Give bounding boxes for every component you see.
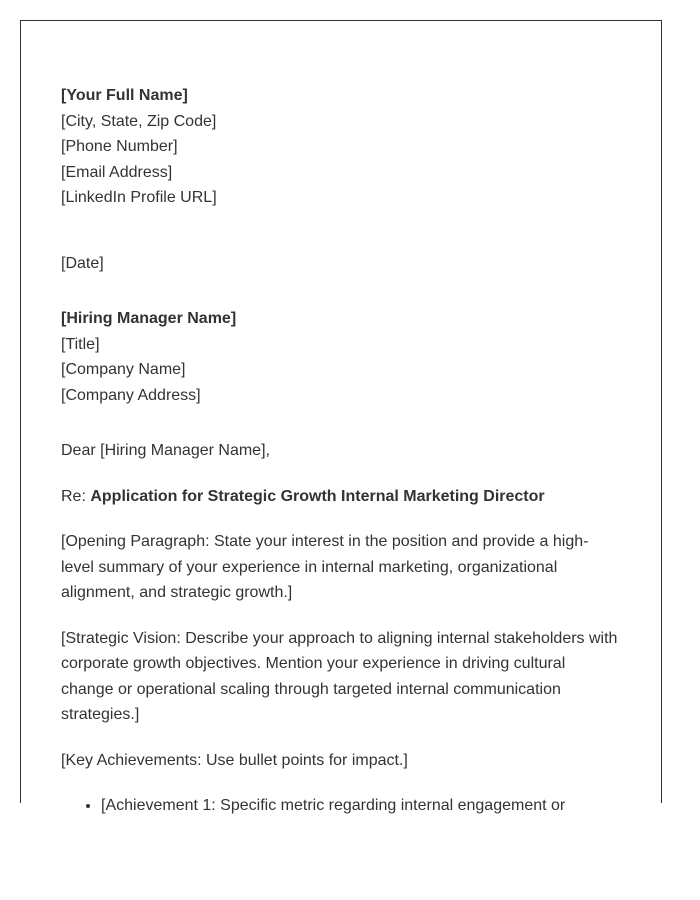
date-line <box>61 251 621 277</box>
letter-date: [Date] <box>61 254 104 272</box>
sender-phone: [Phone Number] <box>61 138 178 155</box>
achievement-item: • [Achievement 1: Specific metric regarding internal engagement or <box>101 793 621 819</box>
salutation-text: Dear [Hiring Manager Name], <box>61 442 270 459</box>
recipient-name: [Hiring Manager Name] <box>61 310 237 327</box>
sender-location: [City, State, Zip Code] <box>61 112 217 130</box>
recipient-company: [Company Name] <box>61 361 186 378</box>
achievements-intro: [Key Achievements: Use bullet points for impact.] <box>61 751 408 769</box>
achievements-list <box>61 793 621 819</box>
sender-block <box>61 83 621 211</box>
sender-name: [Your Full Name] <box>61 87 188 104</box>
letter-page <box>20 20 662 814</box>
opening-paragraph: [Opening Paragraph: State your interest in the position and provide a high-level summary of your experience in internal marketing, organizational alignment, and strategic growth.] <box>61 533 589 601</box>
sender-linkedin: [LinkedIn Profile URL] <box>61 189 217 206</box>
vision-paragraph: [Strategic Vision: Describe your approach to aligning internal stakeholders with corporate growth objectives. Mention your experience in driving cultural change or operational scaling through targeted internal communication strategies.] <box>61 629 618 723</box>
subject-text: Application for Strategic Growth Internal Marketing Director <box>90 487 545 505</box>
sender-email: [Email Address] <box>61 163 173 181</box>
subject-line <box>61 484 621 510</box>
recipient-address: [Company Address] <box>61 386 201 404</box>
letter-content <box>61 83 621 819</box>
subject-prefix: Re: <box>61 487 91 505</box>
recipient-block <box>61 306 621 408</box>
recipient-title: [Title] <box>61 335 100 353</box>
salutation <box>61 438 621 464</box>
